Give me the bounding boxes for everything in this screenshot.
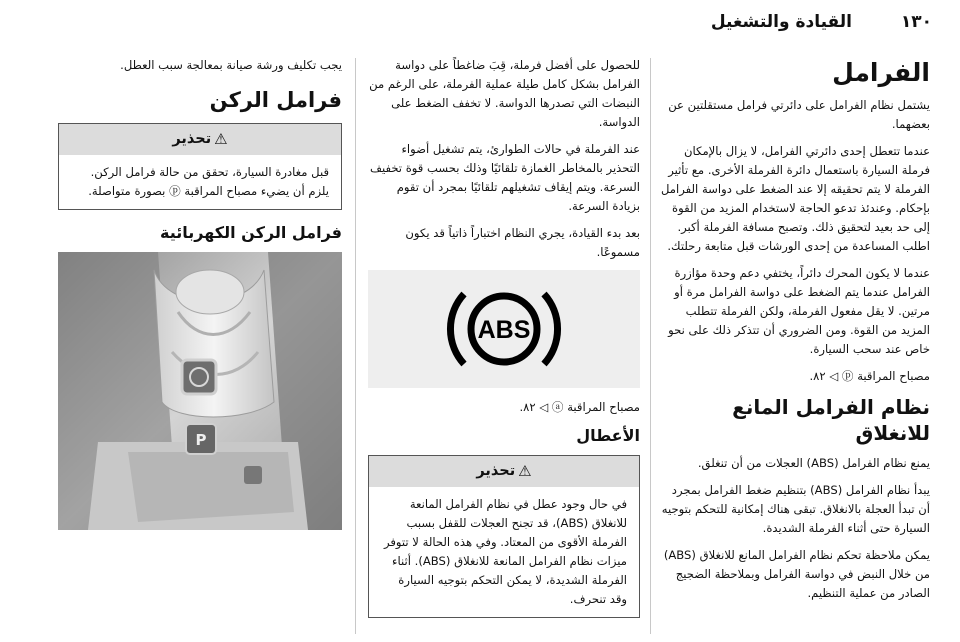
warning-box (58, 123, 342, 210)
warning-triangle-icon: ⚠ (518, 462, 532, 480)
paragraph: يمنع نظام الفرامل (ABS) العجلات من أن تنغلق. (697, 456, 930, 470)
paragraph: يجب تكليف ورشة صيانة بمعالجة سبب العطل. (120, 58, 342, 72)
paragraph: يبدأ نظام الفرامل (ABS) بتنظيم ضغط الفرامل بمجرد أن تبدأ العجلة بالانغلاق. تبقى هناك إمكانية للتحكم بتوجيه السيارة حتى أثناء الفرملة الشديدة. (661, 483, 930, 535)
column-divider (355, 58, 356, 634)
abs-label: ABS (477, 316, 531, 344)
warning-text: في حال وجود عطل في نظام الفرامل المانعة للانغلاق (ABS)، قد تجنح العجلات للقفل بسبب الفرملة الأقوى من المعتاد. وفي هذه الحالة لا تتوفر ميزات نظام الفرامل المانعة للانغلاق (ABS). أثناء الفرملة الشديدة، لا يمكن التحكم بتوجيه السيارة وقد تنحرف. (383, 497, 627, 606)
column-right (660, 56, 930, 611)
warning-header (59, 124, 341, 155)
warning-header (369, 456, 639, 487)
faults-heading: الأعطال (576, 426, 640, 445)
paragraph: عندما لا يكون المحرك دائراً، يختفي دعم وحدة مؤازرة الفرامل عندما يتم الضغط على دواسة الفرامل مرة أو مرتين. لا يقل مفعول الفرملة، ولكن الفرملة تتطلب المزيد من القوة. ومن الضروري أن تتذكر ذلك على نحو خاص عند سحب السيارة. (668, 266, 930, 356)
center-console-illustration (58, 252, 342, 530)
paragraph: بعد بدء القيادة، يجري النظام اختباراً ذاتياً قد يكون مسموعًا. (405, 226, 640, 259)
parking-brake-console-photo (58, 252, 342, 530)
paragraph: عندما تتعطل إحدى دائرتي الفرامل، لا يزال بالإمكان فرملة السيارة باستعمال دائرة الفرملة الأخرى. مع تأثير الفرملة لا يتم تحقيقه إلا عند الضغط على دواسة الفرامل بإحكام. وعندئذ تدعو الحاجة لاستخدام المزيد من القوة إلى حد بعيد لتحقيق ذلك. وتصبح مسافة الفرملة أكبر. اطلب المساعدة من إحدى الورشات قبل متابعة رحلتك. (661, 144, 930, 253)
abs-warning-icon (438, 274, 570, 384)
warning-title: تحذير (476, 463, 516, 479)
warning-text: قبل مغادرة السيارة، تحقق من حالة فرامل الركن. يلزم أن يضيء مصباح المراقبة ⓟ بصورة متواصلة. (88, 165, 329, 198)
section-title: القيادة والتشغيل (710, 12, 852, 32)
figure-caption: مصباح المراقبة ⓐ ◁ ٨٢. (519, 400, 640, 414)
page-header (0, 6, 960, 42)
warning-triangle-icon: ⚠ (214, 130, 228, 148)
paragraph: يشتمل نظام الفرامل على دائرتي فرامل مستقلتين عن بعضهما. (668, 98, 930, 131)
warning-box (368, 455, 640, 618)
brakes-heading: الفرامل (832, 58, 930, 87)
column-left (58, 56, 342, 530)
electric-parking-brake-heading: فرامل الركن الكهربائية (160, 223, 342, 242)
warning-title: تحذير (172, 131, 212, 147)
paragraph: عند الفرملة في حالات الطوارئ، يتم تشغيل أضواء التحذير بالمخاطر الغمازة تلقائيًا وذلك بحسب قوة تخفيف السرعة. ويتم إيقاف تشغيلهم تلقائيًا بمجرد أن تقوم بزيادة السرعة. (369, 142, 640, 213)
indicator-reference: مصباح المراقبة ⓟ ◁ ٨٢. (809, 369, 930, 383)
page-number: ١٣٠ (900, 12, 932, 32)
column-divider (650, 58, 651, 634)
svg-text:P: P (195, 431, 207, 449)
paragraph: يمكن ملاحظة تحكم نظام الفرامل المانع للانغلاق (ABS) من خلال النبض في دواسة الفرامل وبملاحظة الضجيج الصادر من عملية التنظيم. (663, 548, 930, 600)
paragraph: للحصول على أفضل فرملة، قِبَ ضاغطاً على دواسة الفرامل بشكل كامل طيلة عملية الفرملة، على الرغم من النبضات التي تصدرها الدواسة. لا تخفف الضغط على الدواسة. (369, 58, 640, 129)
abs-indicator-figure (368, 270, 640, 388)
parking-brake-heading: فرامل الركن (209, 88, 342, 112)
column-middle (368, 56, 640, 630)
abs-heading: نظام الفرامل المانع للانغلاق (732, 395, 930, 445)
